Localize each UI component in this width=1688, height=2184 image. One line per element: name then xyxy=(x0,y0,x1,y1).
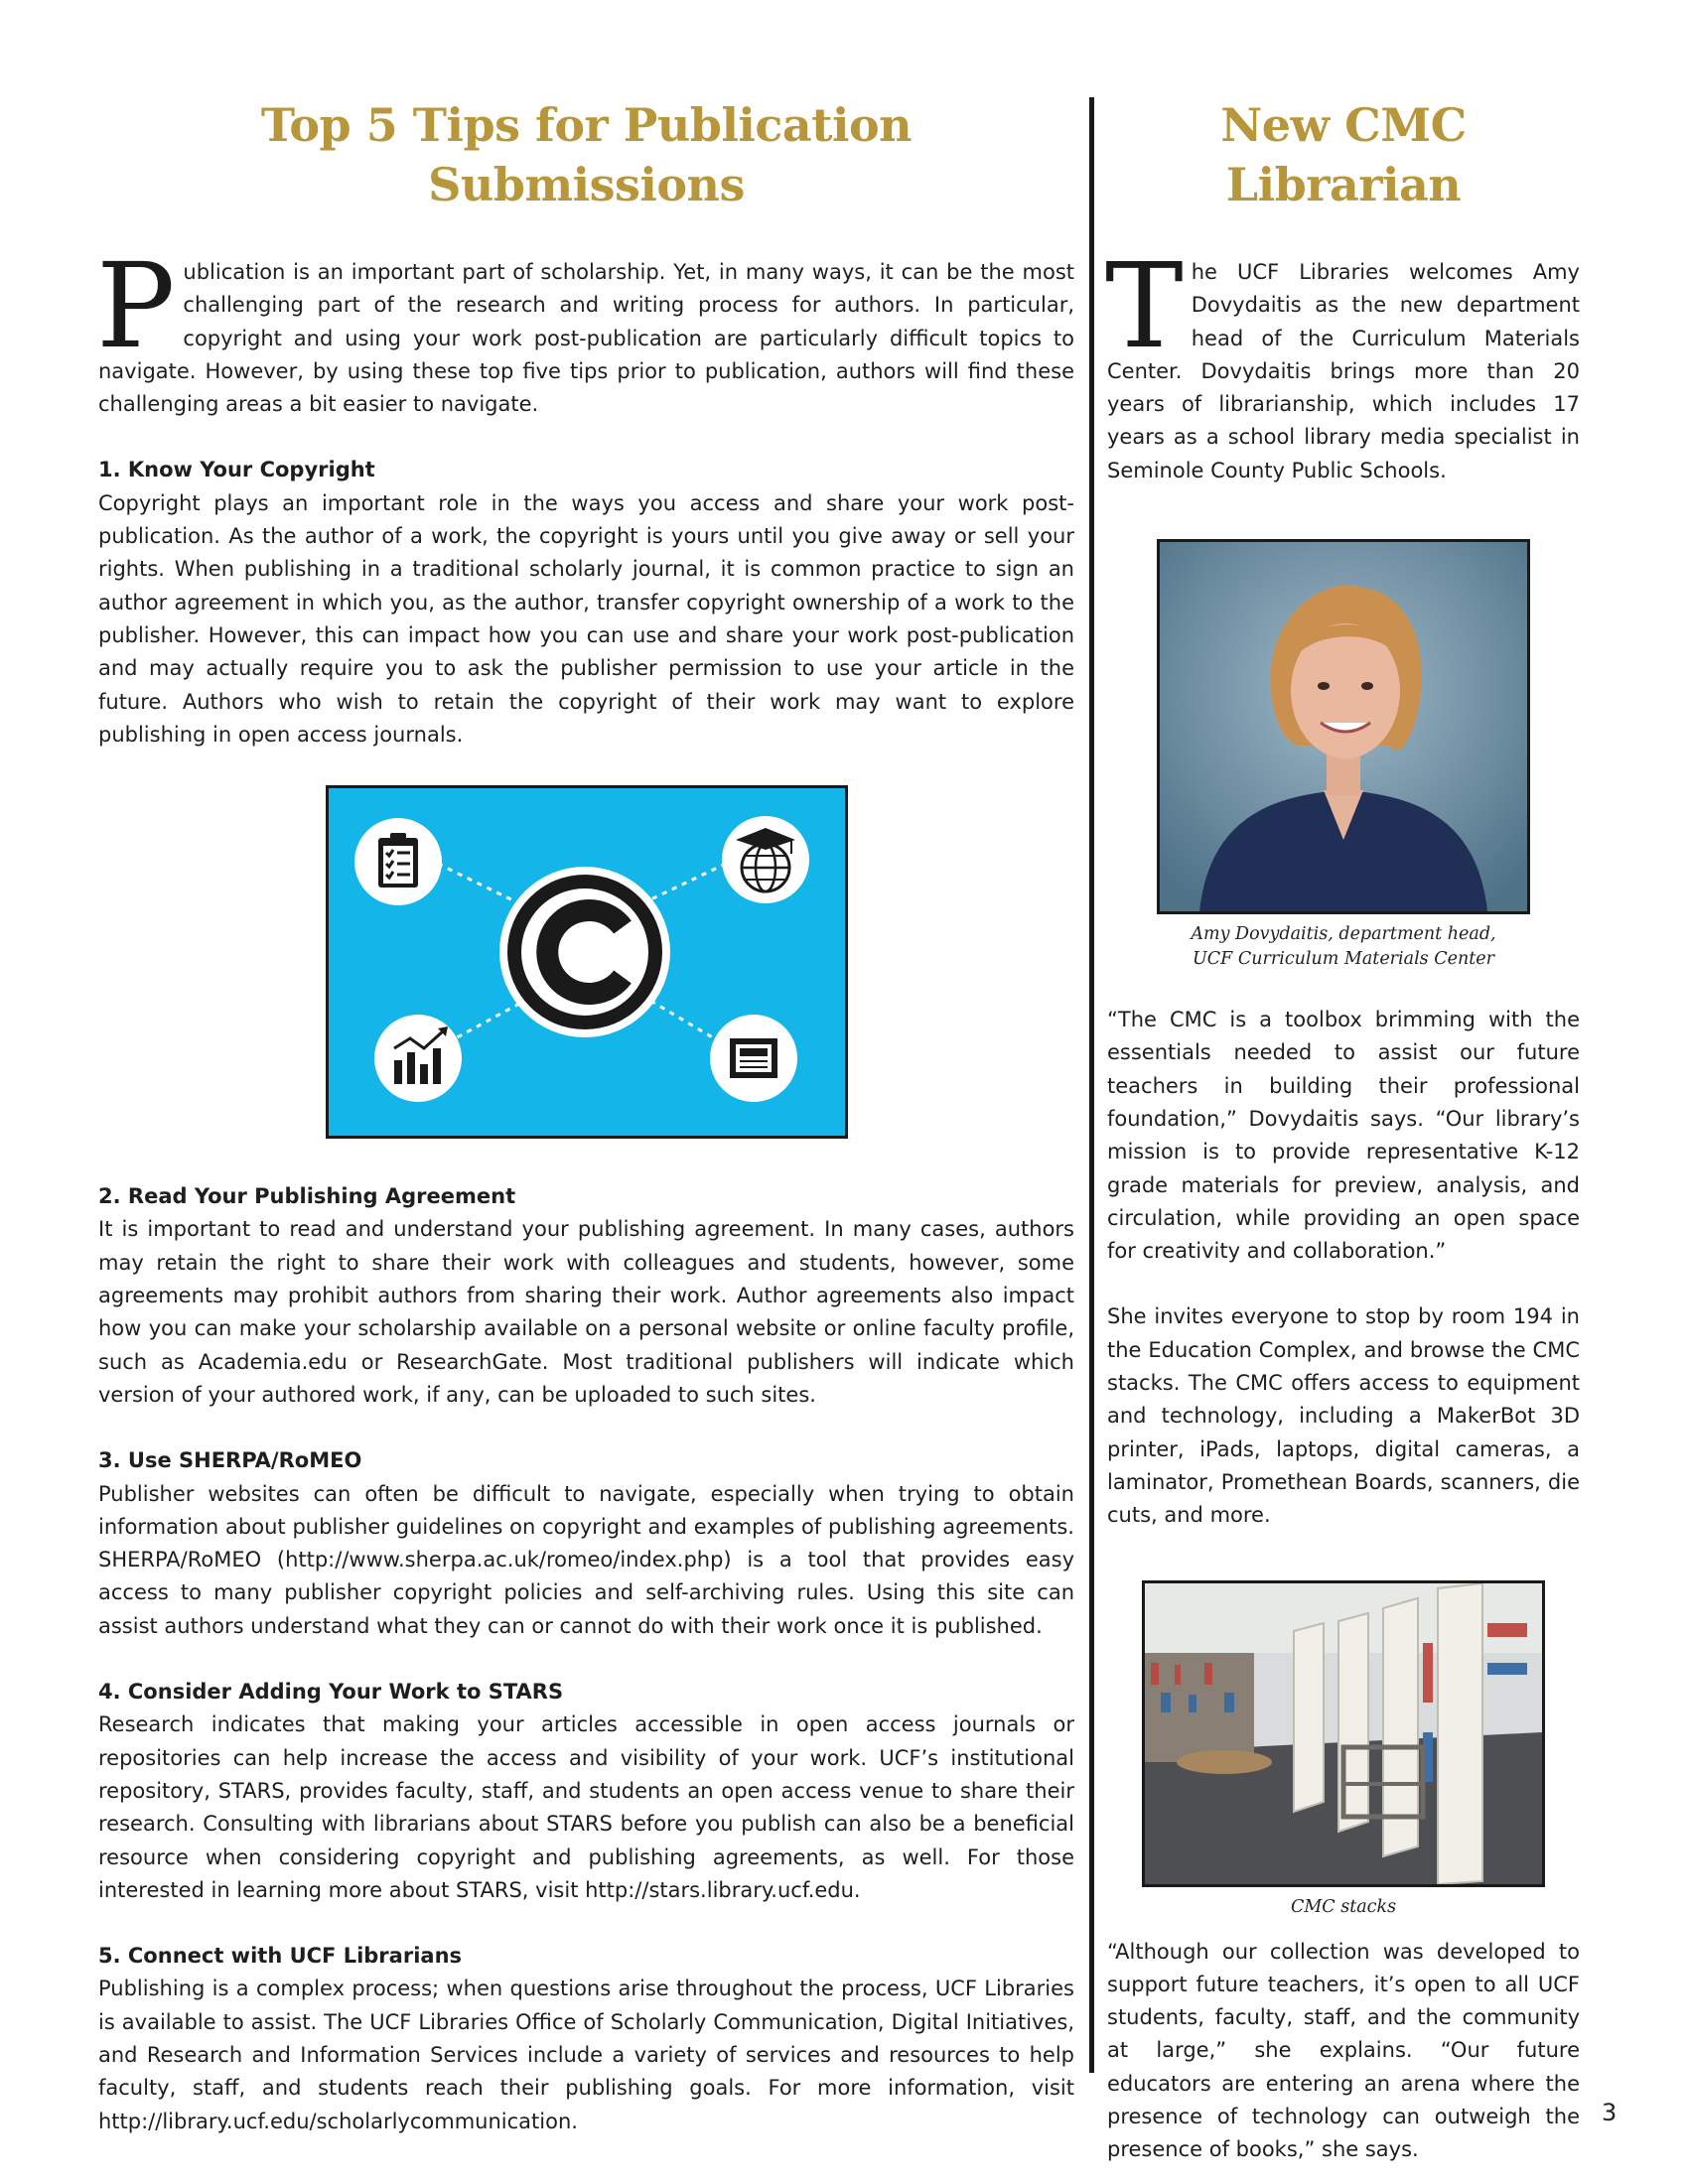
tip-body: Publishing is a complex process; when questions arise throughout the process, UCF Libraries is available to assist. The UCF Libraries Office of Scholarly Communication, Digital Initiatives, and Research and Information Services include a variety of services and resources to help faculty, staff, and students reach their publishing goals. For more information, visit http://library.ucf.edu/scholarlycommunication. xyxy=(98,1977,1074,2133)
tip-heading: 5. Connect with UCF Librarians xyxy=(98,1944,463,1969)
librarian-photo xyxy=(1157,539,1530,914)
photo-caption: CMC stacks xyxy=(1290,1896,1397,1917)
right-article xyxy=(1107,95,1580,2167)
article-title-tips: Top 5 Tips for Publication Submissions xyxy=(260,98,913,211)
clipboard-checklist-icon xyxy=(354,818,442,905)
drop-cap: P xyxy=(96,237,176,374)
tip-heading: 4. Consider Adding Your Work to STARS xyxy=(98,1680,564,1705)
copyright-figure xyxy=(326,785,848,1139)
tip-heading: 3. Use SHERPA/RoMEO xyxy=(98,1448,362,1473)
left-article xyxy=(98,95,1074,2138)
drop-cap: T xyxy=(1105,237,1184,374)
article-title-librarian: New CMC Librarian xyxy=(1220,98,1467,211)
intro-paragraph: Publication is an important part of scholarship. Yet, in many ways, it can be the most challenging part of the research and writing process for authors. In particular, copyright and using your work post-publication are particularly difficult topics to navigate. However, by using these top five tips prior to publication, authors will find these challenging areas a bit easier to navigate. xyxy=(96,237,1074,417)
stacks-photo xyxy=(1142,1580,1545,1887)
globe-graduation-cap-icon xyxy=(722,816,809,903)
tip-body: Research indicates that making your articles accessible in open access journals or repositories can help increase the access and visibility of your work. UCF’s institutional repository, STARS, provides faculty, staff, and students an open access venue to share their research. Consulting with librarians about STARS before you publish can also be a beneficial resource when considering copyright and publishing agreements, as well. For those interested in learning more about STARS, visit http://stars.library.ucf.edu. xyxy=(98,1712,1074,1902)
tip-body: It is important to read and understand your publishing agreement. In many cases, authors may retain the right to share their work with colleagues and students, however, some agreements may prohibit authors from sharing their work. Author agreements also impact how you can make your scholarship available on a personal website or online faculty profile, such as Academia.edu or ResearchGate. Most traditional publishers will indicate which version of your authored work, if any, can be uploaded to such sites. xyxy=(98,1217,1074,1407)
tip-heading: 1. Know Your Copyright xyxy=(98,458,375,482)
bar-chart-icon xyxy=(374,1015,462,1102)
copyright-icon xyxy=(499,867,670,1037)
page-number: 3 xyxy=(1602,2099,1618,2126)
librarian-intro: The UCF Libraries welcomes Amy Dovydaitis as the new department head of the Curriculum Materials Center. Dovydaitis brings more than 20 years of librarianship, which includes 17 years as a school library media specialist in Seminole County Public Schools. xyxy=(1105,237,1580,482)
tip-heading: 2. Read Your Publishing Agreement xyxy=(98,1184,516,1209)
librarian-quote: “Although our collection was developed to support future teachers, it’s open to all UCF students, faculty, staff, and the community at large,” she explains. “Our future educators are entering an arena where the presence of technology can outweigh the presence of books,” she says. xyxy=(1107,1939,1580,2162)
librarian-quote: “The CMC is a toolbox brimming with the essentials needed to assist our future teachers in building their professional foundation,” Dovydaitis says. “Our library’s mission is to provide representative K-12 grade materials for preview, analysis, and circulation, while providing an open space for creativity and collaboration.” xyxy=(1107,1008,1580,1264)
librarian-paragraph: She invites everyone to stop by room 194 in the Education Complex, and browse the CMC stacks. The CMC offers access to equipment and technology, including a MakerBot 3D printer, iPads, laptops, digital cameras, a laminator, Promethean Boards, scanners, die cuts, and more. xyxy=(1107,1304,1580,1528)
tip-body: Publisher websites can often be difficult to navigate, especially when trying to obtain information about publisher guidelines on copyright and examples of publishing agreements. SHERPA/RoMEO (http://www.sherpa.ac.uk/romeo/index.php) is a tool that provides easy access to many publisher copyright policies and self-archiving rules. Using this site can assist authors understand what they can or cannot do with their work once it is published. xyxy=(98,1481,1074,1638)
document-icon xyxy=(710,1015,797,1102)
photo-caption: Amy Dovydaitis, department head, xyxy=(1191,924,1496,945)
photo-caption: UCF Curriculum Materials Center xyxy=(1193,949,1494,970)
tip-body: Copyright plays an important role in the ways you access and share your work post-publication. As the author of a work, the copyright is yours until you give away or sell your rights. When publishing in a traditional scholarly journal, it is common practice to sign an author agreement in which you, as the author, transfer copyright ownership of a work to the publisher. However, this can impact how you can use and share your work post-publication and may actually require you to ask the publisher permission to use your article in the future. Authors who wish to retain the copyright of their work may want to explore publishing in open access journals. xyxy=(98,490,1074,747)
column-divider xyxy=(1089,97,1094,2073)
